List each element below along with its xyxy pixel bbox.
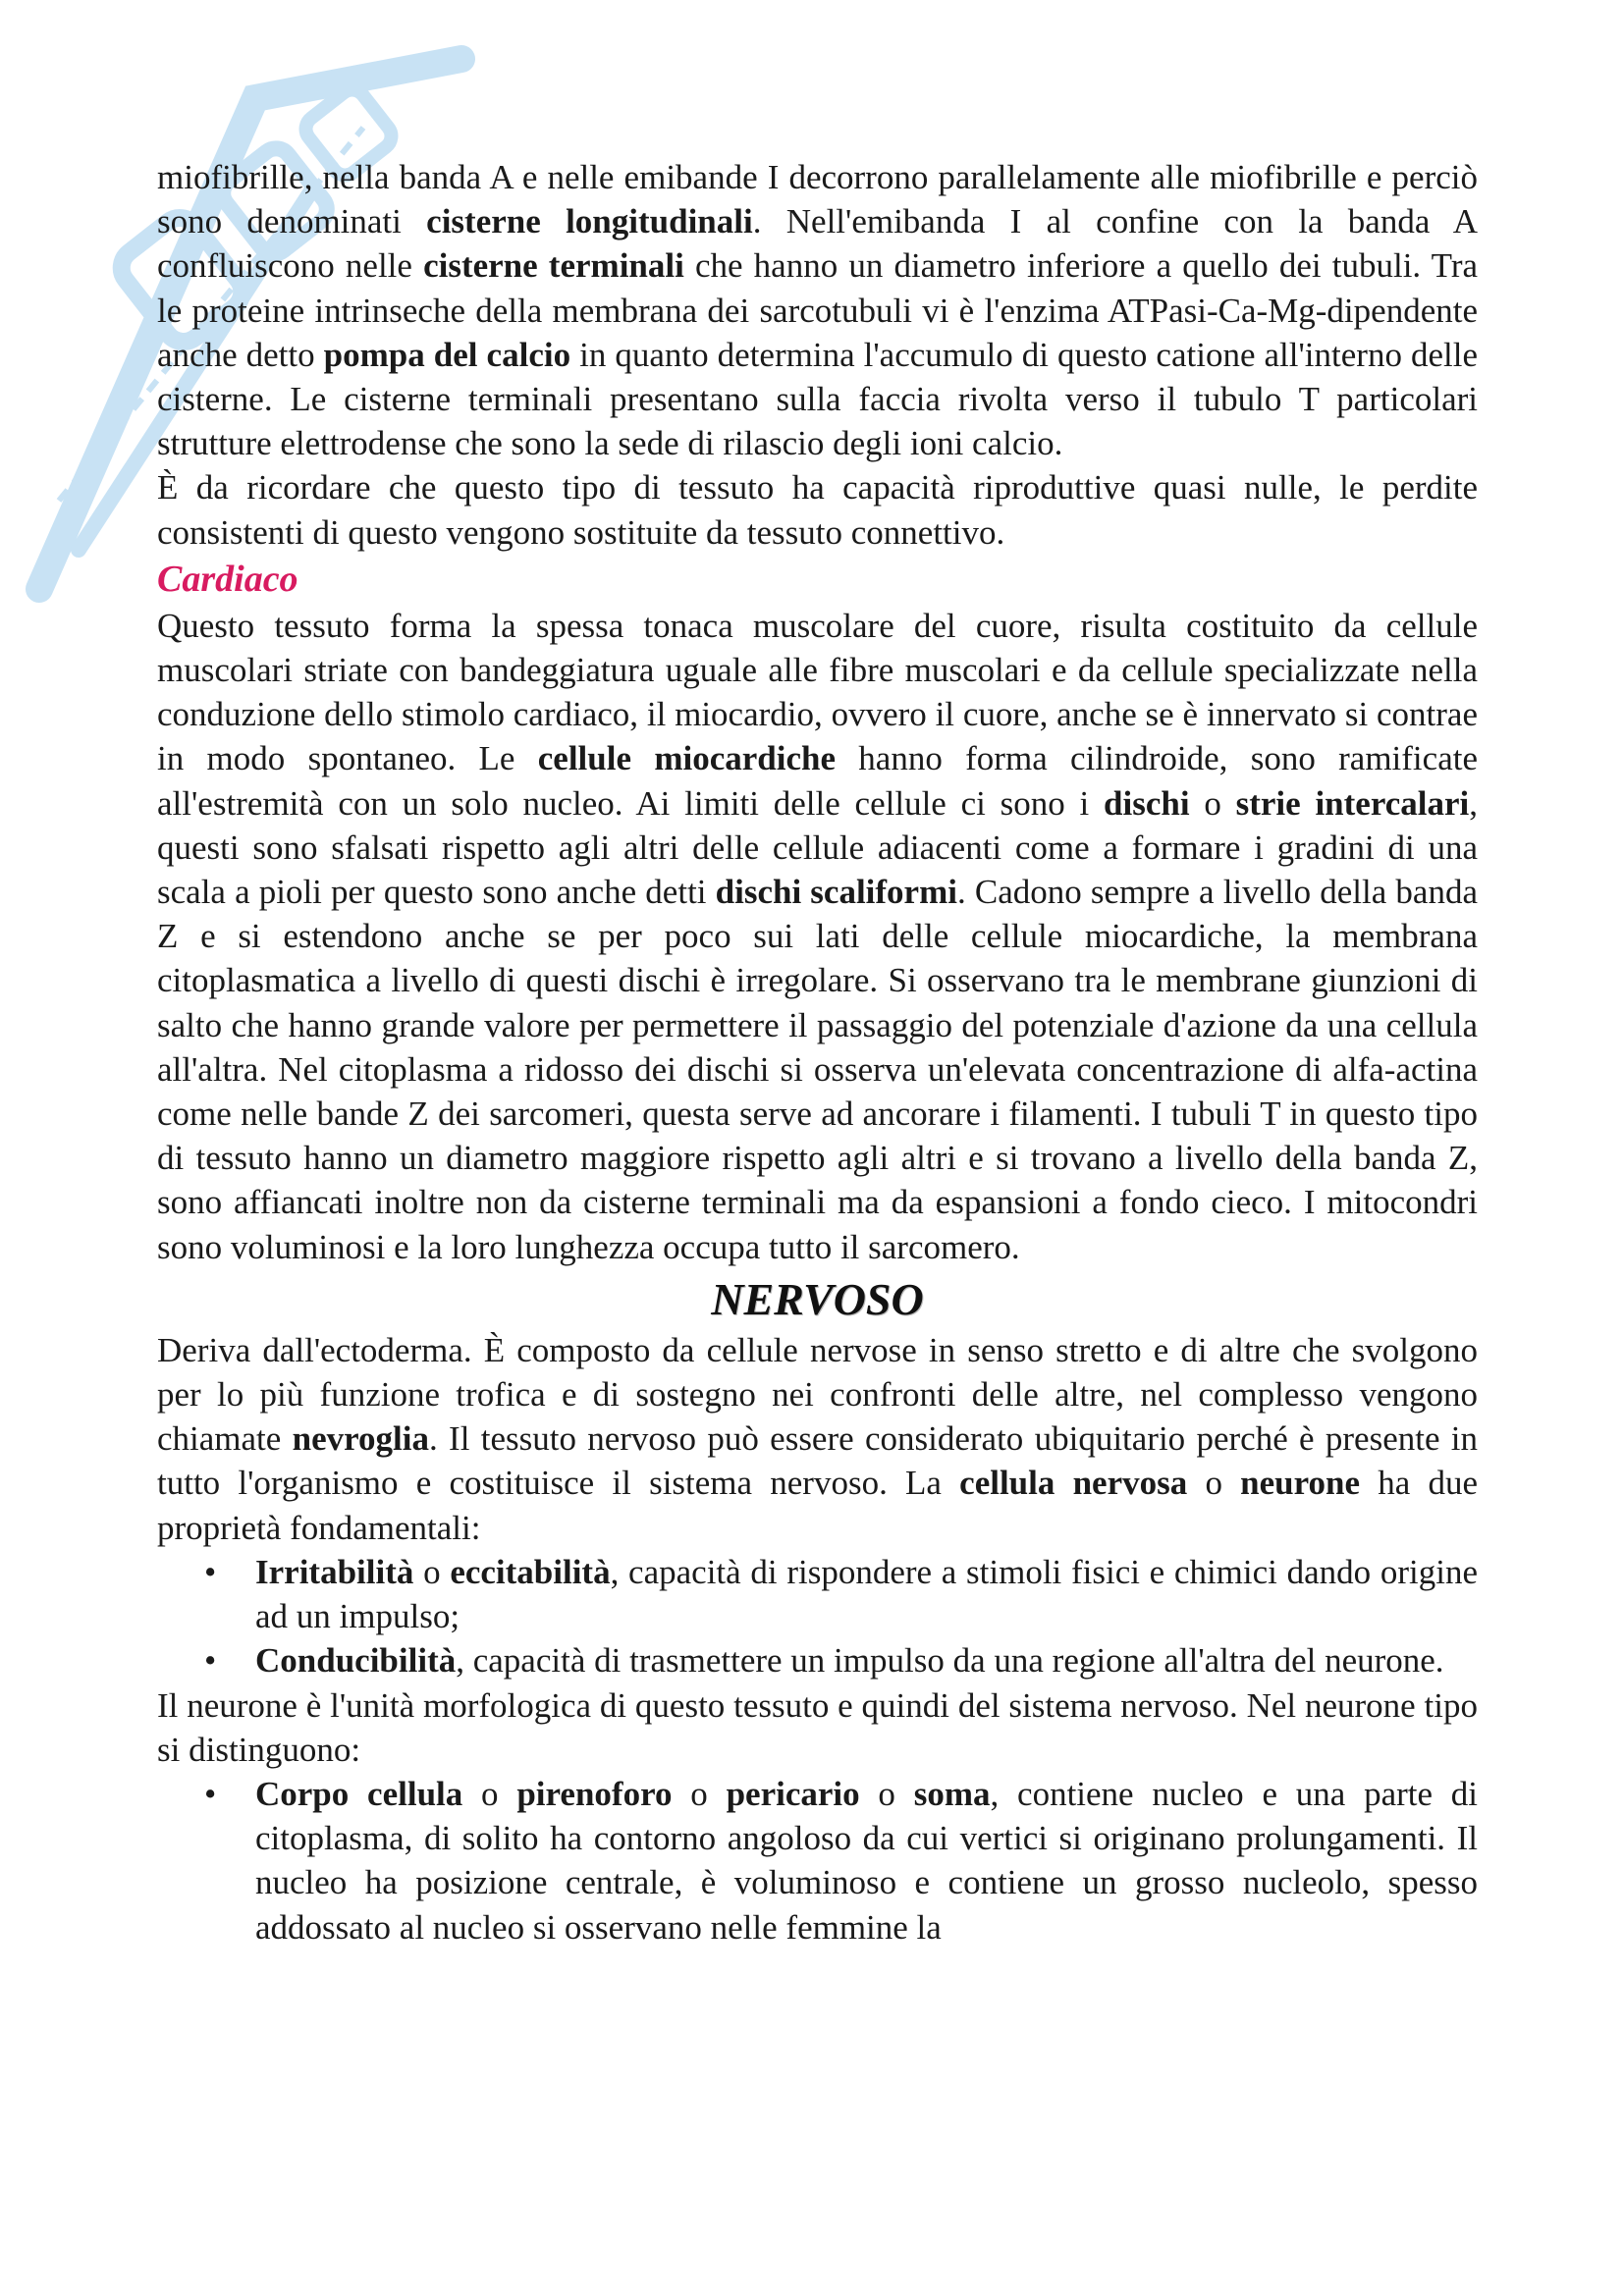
bold-term: dischi scaliformi (715, 873, 957, 912)
bold-term: dischi (1104, 783, 1190, 823)
bold-term: cisterne longitudinali (426, 202, 753, 241)
bold-term: soma (913, 1774, 991, 1813)
bold-term: Conducibilità (255, 1641, 457, 1681)
bold-term: cellula nervosa (959, 1464, 1188, 1503)
paragraph-cardiaco: Questo tessuto forma la spessa tonaca muscolare del cuore, risulta costituito da cellule muscolari striate con bandeggiatura uguale alle fibre muscolari e da cellule specializzate nella conduzione dello stimolo cardiaco, il miocardio, ovvero il cuore, anche se è innervato si contrae in modo spontaneo. Le cellule miocardiche hanno forma cilindroide, sono ramificate all'estremità con un solo nucleo. Ai limiti delle cellule ci sono i dischi o strie intercalari, questi sono sfalsati rispetto agli altri delle cellule adiacenti come a formare i gradini di una scala a pioli per questo sono anche detti dischi scaliformi. Cadono sempre a livello della banda Z e si estendono anche se per poco sui lati delle cellule miocardiche, la membrana citoplasmatica a livello di questi dischi è irregolare. Si osservano tra le membrane giunzioni di salto che hanno grande valore per permettere il passaggio del potenziale d'azione da una cellula all'altra. Nel citoplasma a ridosso dei dischi si osserva un'elevata concentrazione di alfa-actina come nelle bande Z dei sarcomeri, questa serve ad ancorare i filamenti. I tubuli T in questo tipo di tessuto hanno un diametro maggiore rispetto agli altri e si trovano a livello della banda Z, sono affiancati inoltre non da cisterne terminali ma da espansioni a fondo cieco. I mitocondri sono voluminosi e la loro lunghezza occupa tutto il sarcomero. (157, 606, 1478, 1266)
list-item: • Conducibilità, capacità di trasmettere un impulso da una regione all'altra del neurone. (157, 1638, 1478, 1682)
bullet-icon: • (204, 1774, 217, 1813)
bold-term: Corpo cellula (255, 1774, 463, 1813)
paragraph-nervoso: Deriva dall'ectoderma. È composto da cellule nervose in senso stretto e di altre che svolgono per lo più funzione trofica e di sostegno nei confronti delle altre, nel complesso vengono chiamate nevroglia. Il tessuto nervoso può essere considerato ubiquitario perché è presente in tutto l'organismo e costituisce il sistema nervoso. La cellula nervosa o neurone ha due proprietà fondamentali: (157, 1330, 1479, 1547)
list-item: • Corpo cellula o pirenoforo o pericario o soma, contiene nucleo e una parte di citoplasma, di solito ha contorno angoloso da cui vertici si originano prolungamenti. Il nucleo ha posizione centrale, è voluminoso e contiene un grosso nucleolo, spesso addossato al nucleo si osservano nelle femmine la (157, 1772, 1478, 1949)
subheading-cardiaco: Cardiaco (157, 558, 298, 600)
list-item: • Irritabilità o eccitabilità, capacità di rispondere a stimoli fisici e chimici dando origine ad un impulso; (157, 1550, 1478, 1638)
bullet-icon: • (204, 1641, 217, 1681)
list-proprieta (157, 1550, 1478, 1683)
heading-nervoso: NERVOSO (711, 1273, 924, 1324)
bullet-icon: • (204, 1552, 217, 1591)
bold-term: Irritabilità (255, 1552, 414, 1591)
bold-term: strie intercalari (1235, 783, 1470, 823)
bold-term: neurone (1240, 1464, 1361, 1503)
bold-term: pompa del calcio (323, 335, 571, 374)
bold-term: nevroglia (292, 1419, 429, 1459)
bold-term: eccitabilità (450, 1552, 611, 1591)
paragraph-neurone: Il neurone è l'unità morfologica di questo tessuto e quindi del sistema nervoso. Nel neurone tipo si distinguono: (157, 1685, 1478, 1769)
list-parti-neurone (157, 1772, 1478, 1949)
document-body (157, 155, 1478, 1949)
bold-term: pirenoforo (516, 1774, 673, 1813)
bold-term: cellule miocardiche (537, 739, 836, 778)
paragraph-sarcotubuli: miofibrille, nella banda A e nelle emibande I decorrono parallelamente alle miofibrille e perciò sono denominati cisterne longitudinali. Nell'emibanda I al confine con la banda A confluiscono nelle cisterne terminali che hanno un diametro inferiore a quello dei tubuli. Tra le proteine intrinseche della membrana dei sarcotubuli vi è l'enzima ATPasi-Ca-Mg-dipendente anche detto pompa del calcio in quanto determina l'accumulo di questo catione all'interno delle cisterne. Le cisterne terminali presentano sulla faccia rivolta verso il tubulo T particolari strutture elettrodense che sono la sede di rilascio degli ioni calcio. (157, 158, 1479, 463)
bold-term: cisterne terminali (423, 246, 684, 286)
paragraph-ricordare: È da ricordare che questo tipo di tessuto ha capacità riproduttive quasi nulle, le perdite consistenti di questo vengono sostituite da tessuto connettivo. (157, 468, 1478, 552)
bold-term: pericario (726, 1774, 860, 1813)
